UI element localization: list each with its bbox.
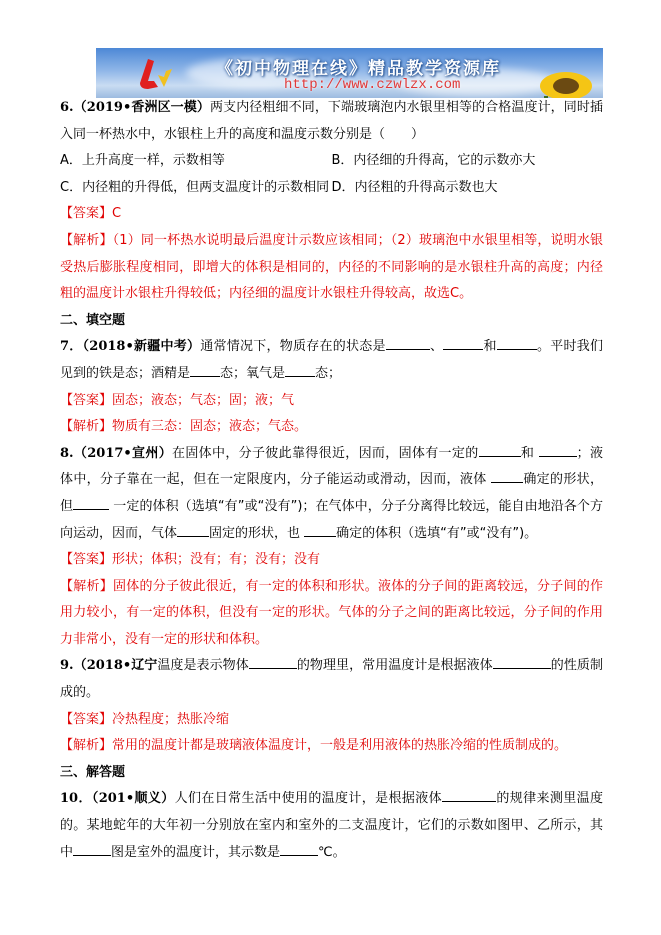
- analysis-7: [60, 414, 603, 441]
- question-number: 10．（201•顺义）: [60, 791, 175, 807]
- analysis-9: [60, 733, 603, 760]
- question-10: [60, 786, 603, 866]
- analysis-label: 【解析】: [60, 232, 113, 248]
- fill-blank: [491, 468, 523, 483]
- fill-blank: [493, 654, 551, 669]
- section-heading: 二、填空题: [60, 312, 126, 328]
- stem-text: ℃。: [318, 844, 346, 860]
- analysis-label: 【解析】: [60, 738, 113, 754]
- stem-text: 确定的形状，但: [60, 472, 603, 514]
- fill-blank: [442, 787, 496, 802]
- answer-6: [60, 201, 603, 228]
- question-6: [60, 95, 603, 148]
- answer-9: [60, 707, 603, 734]
- analysis-6: [60, 228, 603, 308]
- fill-blank: [73, 495, 109, 510]
- fill-blank: [386, 335, 430, 350]
- fill-blank: [280, 841, 318, 856]
- stem-text: 、: [429, 339, 444, 355]
- stem-text: 和: [520, 445, 535, 461]
- question-number: 6.（2019•香洲区一模）: [60, 100, 210, 115]
- answer-text: 形状；体积；没有；有；没有；没有: [112, 552, 321, 568]
- question-stem: 两支内径粗细不同，下端玻璃泡内水银里相等的合格温度计，同时插入同一杯热水中，水银柱上升的高度和温度示数分别是（ ）: [60, 100, 603, 142]
- stem-text: 温度是表示物体: [157, 658, 249, 674]
- analysis-label: 【解析】: [60, 419, 113, 435]
- stem-text: 。平时我们见到的铁是态；酒精是: [60, 339, 603, 381]
- fill-blank: [497, 335, 537, 350]
- fill-blank: [539, 442, 577, 457]
- fill-blank: [249, 654, 297, 669]
- options-row: [60, 175, 603, 202]
- answer-7: [60, 388, 603, 415]
- analysis-label: 【解析】: [60, 578, 113, 594]
- stem-text: 人们在日常生活中使用的温度计，是根据液体: [174, 791, 443, 807]
- fill-blank: [190, 362, 220, 377]
- option-c: C．内径粗的升得低，但两支温度计的示数相同: [60, 179, 330, 195]
- question-7: [60, 334, 603, 387]
- sunflower-icon: [536, 66, 592, 98]
- question-number: 7．（2018•新疆中考）: [60, 339, 201, 355]
- document-content: [60, 95, 603, 866]
- question-number: 8.（2017•宣州）: [60, 445, 173, 461]
- answer-text: C: [112, 206, 122, 222]
- answer-label: 【答案】: [60, 711, 113, 727]
- fill-blank: [177, 522, 209, 537]
- answer-text: 固态；液态；气态；固；液；气: [112, 392, 295, 408]
- answer-label: 【答案】: [60, 392, 113, 408]
- fill-blank: [479, 442, 521, 457]
- stem-text: 确定的体积（选填“有”或“没有”)。: [336, 525, 538, 541]
- stem-text: ；液体中，分子靠在一起，但在一定限度内，分子能运动或滑动，因而，液体: [60, 445, 603, 488]
- stem-text: 一定的体积（选填“有”或“没有”)；在气体中，分子分离得比较远，能自由地沿各个方向运动，因而，气体: [60, 498, 603, 541]
- fill-blank: [285, 362, 315, 377]
- question-number: 9.（2018•辽宁: [60, 658, 158, 674]
- option-d: D．内径粗的升得高示数也大: [331, 179, 498, 195]
- stem-text: 和: [483, 339, 497, 355]
- stem-text: 态；氧气是: [220, 365, 286, 381]
- options-row: [60, 148, 603, 175]
- option-b: B．内径细的升得高，它的示数亦大: [331, 153, 536, 169]
- option-a: A．上升高度一样，示数相等: [60, 153, 225, 169]
- banner-title: 《初中物理在线》精品教学资源库: [216, 59, 501, 79]
- analysis-text: 物质有三态：固态；液态；气态。: [112, 419, 308, 435]
- answer-text: 冷热程度；热胀冷缩: [112, 711, 230, 727]
- banner-url: http://www.czwlzx.com: [284, 77, 461, 93]
- stem-text: 的性质制成的。: [60, 658, 603, 701]
- header-banner: [96, 48, 603, 98]
- fill-blank: [443, 335, 483, 350]
- section-heading: 三、解答题: [60, 764, 126, 780]
- analysis-8: [60, 574, 603, 654]
- answer-label: 【答案】: [60, 552, 113, 568]
- logo-icon: [134, 57, 174, 91]
- question-9: [60, 653, 603, 706]
- stem-text: 图是室外的温度计，其示数是: [111, 844, 281, 860]
- stem-text: 通常情况下，物质存在的状态是: [200, 339, 386, 355]
- answer-8: [60, 547, 603, 574]
- stem-text: 的规律来测里温度的。某地蛇年的大年初一分别放在室内和室外的二支温度计，它们的示数如图甲、乙所示，其中: [60, 791, 603, 860]
- answer-label: 【答案】: [60, 206, 113, 222]
- analysis-text: （1）同一杯热水说明最后温度计示数应该相同；（2）玻璃泡中水银里相等，说明水银受热后膨胀程度相同，即增大的体积是相同的，内径的不同影响的是水银柱升高的高度；内径粗的温度计水银柱升得较低；内径细的温度计水银柱升得较高，故选C。: [60, 232, 603, 302]
- stem-text: 的物理里，常用温度计是根据液体: [296, 658, 493, 674]
- fill-blank: [304, 522, 336, 537]
- analysis-text: 固体的分子彼此很近，有一定的体积和形状。液体的分子间的距离较远，分子间的作用力较小，有一定的体积，但没有一定的形状。气体的分子之间的距离比较远，分子间的作用力非常小，没有一定的形状和体积。: [60, 578, 603, 647]
- analysis-text: 常用的温度计都是玻璃液体温度计，一般是利用液体的热胀冷缩的性质制成的。: [112, 738, 568, 754]
- stem-text: 在固体中，分子彼此靠得很近，因而，固体有一定的: [172, 445, 479, 461]
- stem-text: 固定的形状，也: [209, 525, 301, 541]
- stem-text: 态；: [315, 365, 342, 381]
- question-8: [60, 441, 603, 547]
- fill-blank: [73, 841, 111, 856]
